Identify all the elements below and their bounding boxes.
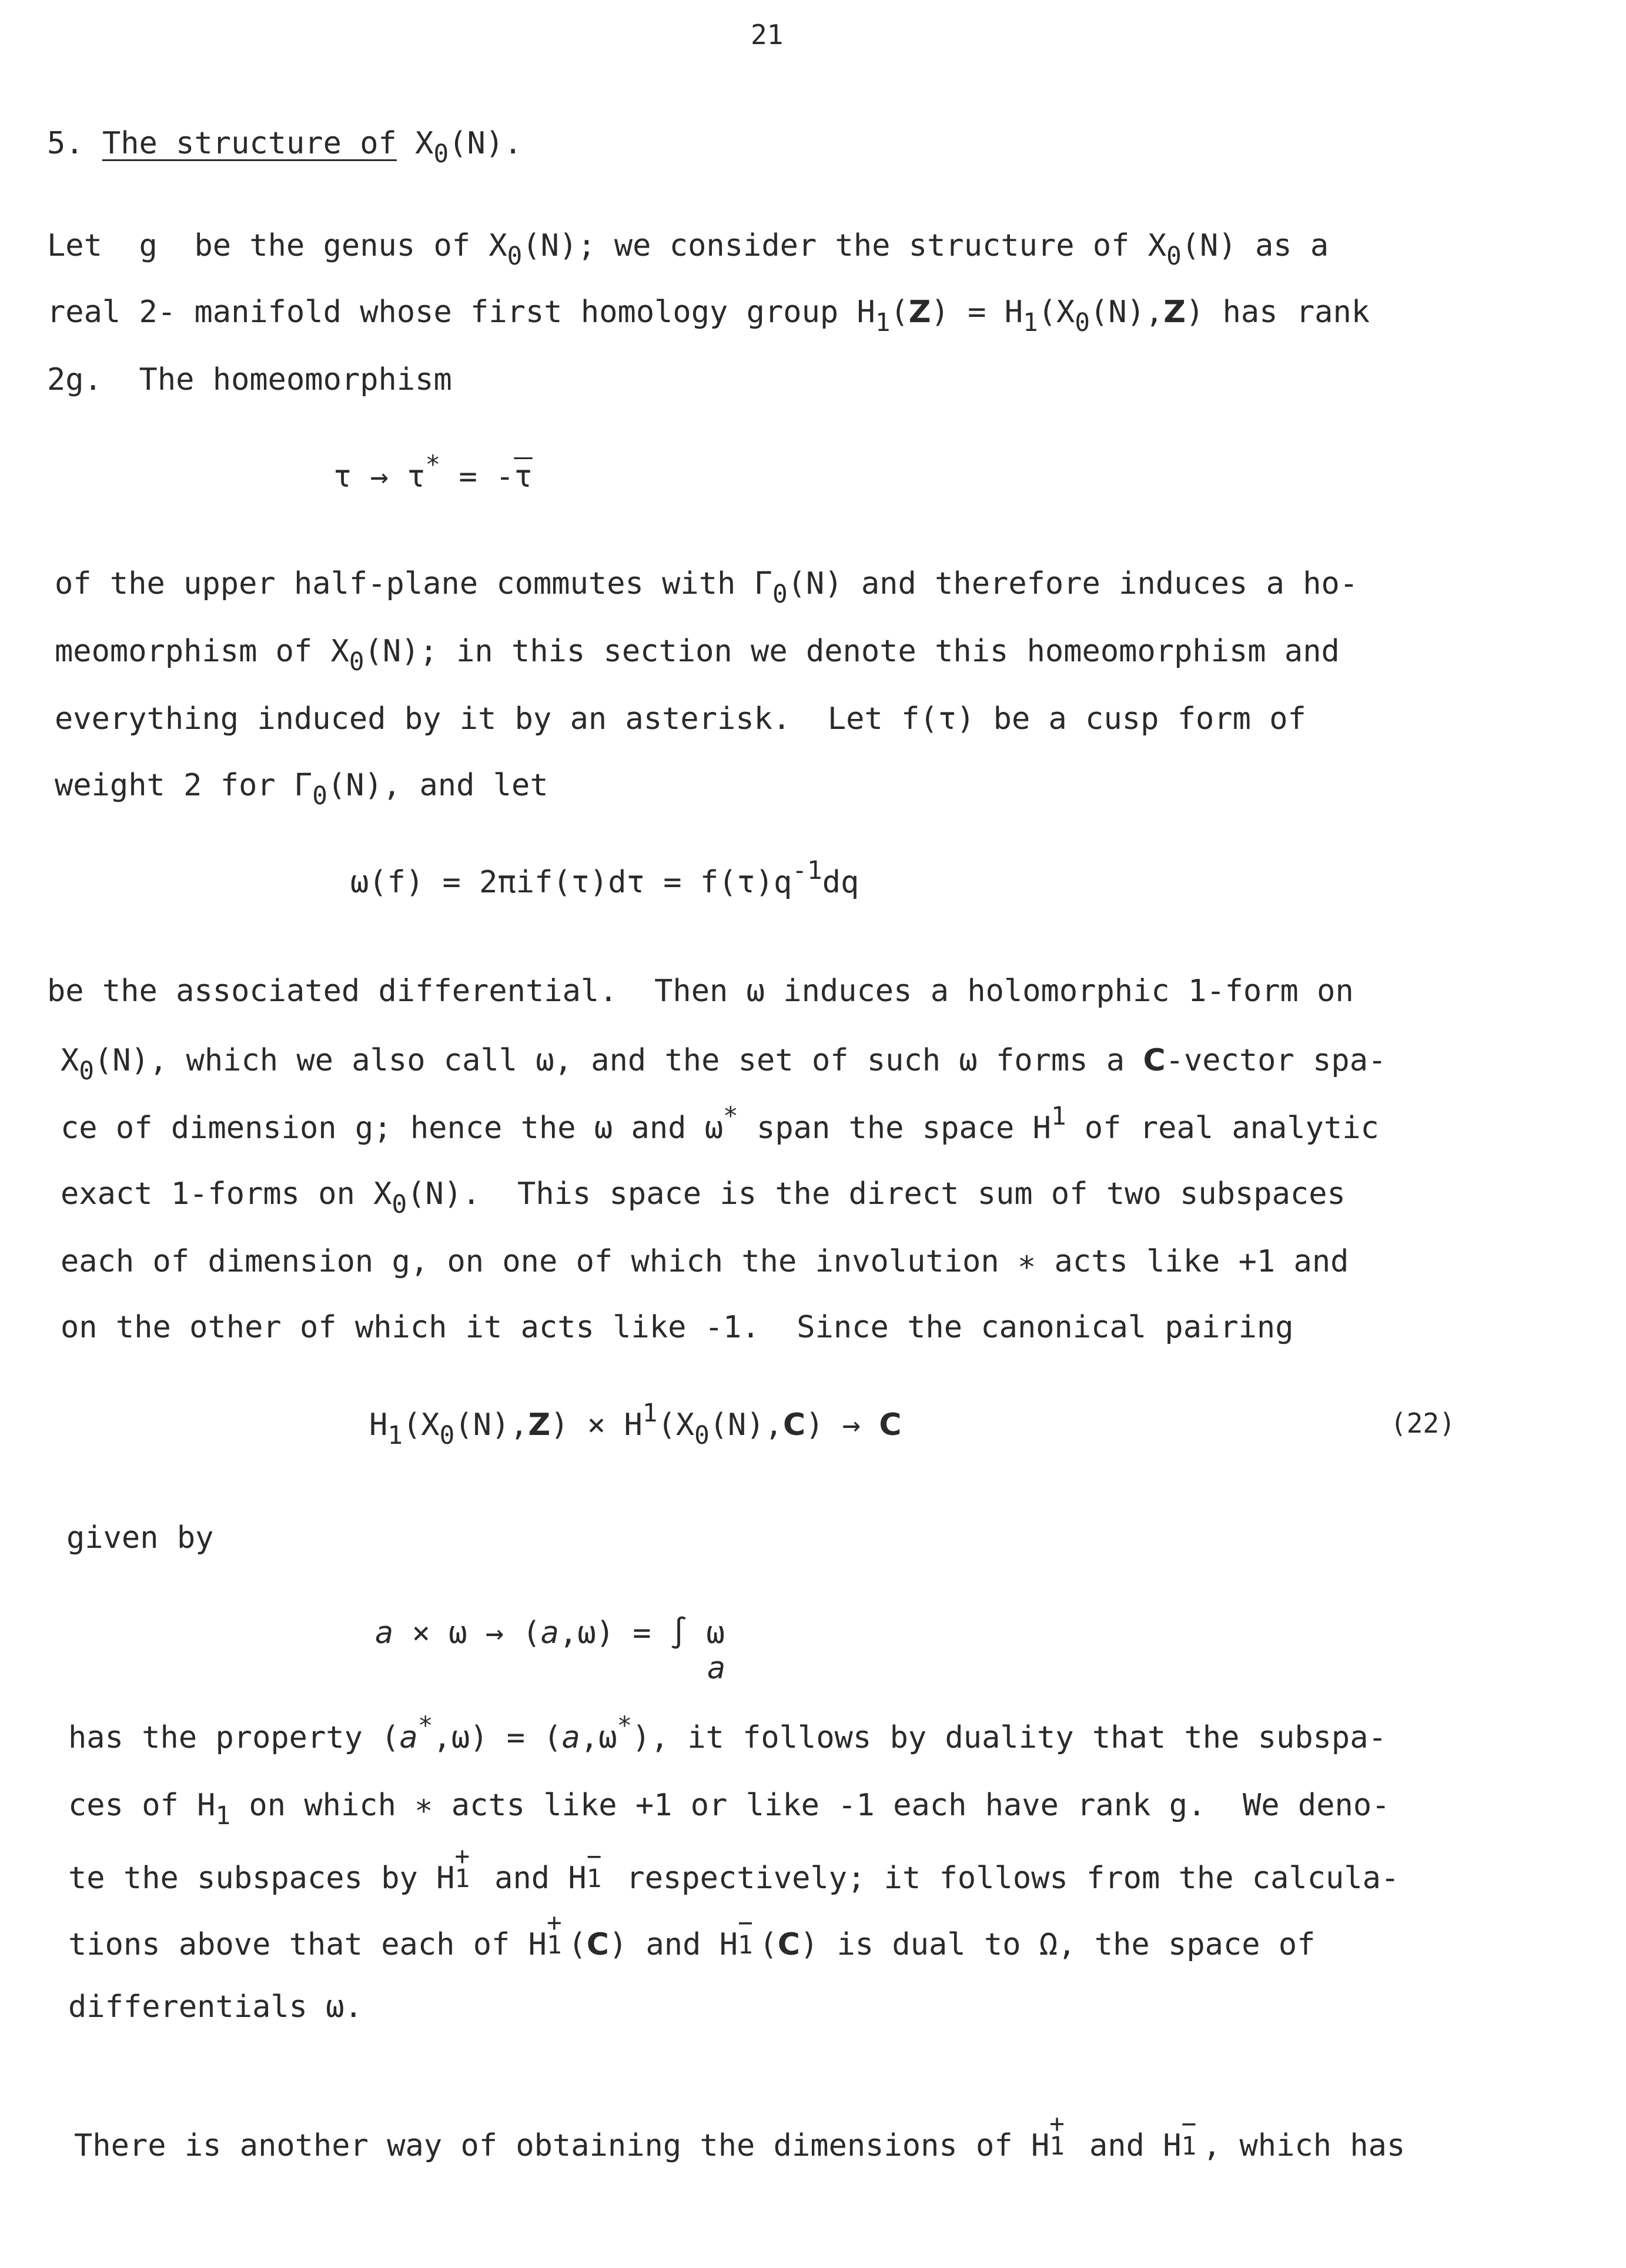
integral-subscript: a bbox=[707, 1651, 726, 1686]
text-line: Let g be the genus of $X_0(N)$; we consider the structure of $X_0(N)$ as a bbox=[47, 228, 1329, 271]
equation: $\omega(f) = 2\pi if(\tau)d\tau = f(\tau)q^{-1}dq$ bbox=[350, 855, 859, 900]
text-line: ces of $H_1$ on which ∗ acts like +1 or like -1 each have rank g. We deno- bbox=[68, 1788, 1390, 1831]
equation-number: (22) bbox=[1390, 1407, 1456, 1439]
text-line: of the upper half-plane commutes with $\Gamma_0(N)$ and therefore induces a ho- bbox=[55, 566, 1359, 609]
text-line: differentials ω. bbox=[68, 1989, 363, 2025]
text-line: has the property (a*,ω) = (a,ω*), it follows by duality that the subspa- bbox=[68, 1711, 1387, 1755]
text-line: There is another way of obtaining the dimensions of H + 1 and H − 1 , which has bbox=[74, 2109, 1406, 2163]
text-line: everything induced by it by an asterisk. Let f(τ) be a cusp form of bbox=[55, 701, 1306, 737]
text-line: 2g. The homeomorphism bbox=[47, 362, 452, 397]
text-line: ce of dimension g; hence the ω and ω* span the space $H^1$ of real analytic bbox=[61, 1101, 1379, 1146]
text-line: tions above that each of H + 1 (C) and H − 1 (C) is dual to Ω, the space of bbox=[68, 1908, 1316, 1962]
equation: $\tau \to \tau^* = -\overline{\tau}$ bbox=[333, 450, 533, 494]
equation: a × ω → (a,ω) = ∫ ω bbox=[375, 1615, 725, 1651]
page-number: 21 bbox=[751, 19, 784, 51]
text-line: te the subspaces by H + 1 and H − 1 respectively; it follows from the calcula- bbox=[68, 1841, 1400, 1896]
text-line: be the associated differential. Then ω induces a holomorphic 1-form on bbox=[47, 974, 1354, 1009]
equation: $H_1(X_0(N),Z) \times H^1(X_0(N),C) \to C$ bbox=[369, 1398, 902, 1450]
section-title-symbol: X bbox=[415, 126, 434, 161]
text-line: weight 2 for $\Gamma_0(N)$, and let bbox=[55, 768, 548, 811]
text-line: $X_0(N)$, which we also call ω, and the set of such ω forms a C-vector spa- bbox=[61, 1043, 1387, 1086]
text-line: exact 1-forms on $X_0(N)$. This space is the direct sum of two subspaces bbox=[61, 1176, 1346, 1219]
text-line: on the other of which it acts like -1. Since the canonical pairing bbox=[61, 1310, 1294, 1345]
text-line: real 2- manifold whose first homology group $H_1(Z) = H_1(X_0(N),Z)$ has rank bbox=[47, 295, 1370, 337]
text-line: given by bbox=[66, 1520, 214, 1556]
text-line: meomorphism of $X_0(N)$; in this section we denote this homeomorphism and bbox=[55, 634, 1340, 677]
section-title-underlined: The structure of bbox=[102, 126, 397, 161]
text-line: each of dimension g, on one of which the involution ∗ acts like +1 and bbox=[61, 1244, 1349, 1279]
section-heading: 5. The structure of $X_0(N)$. bbox=[47, 126, 523, 169]
section-number: 5. bbox=[47, 126, 84, 161]
